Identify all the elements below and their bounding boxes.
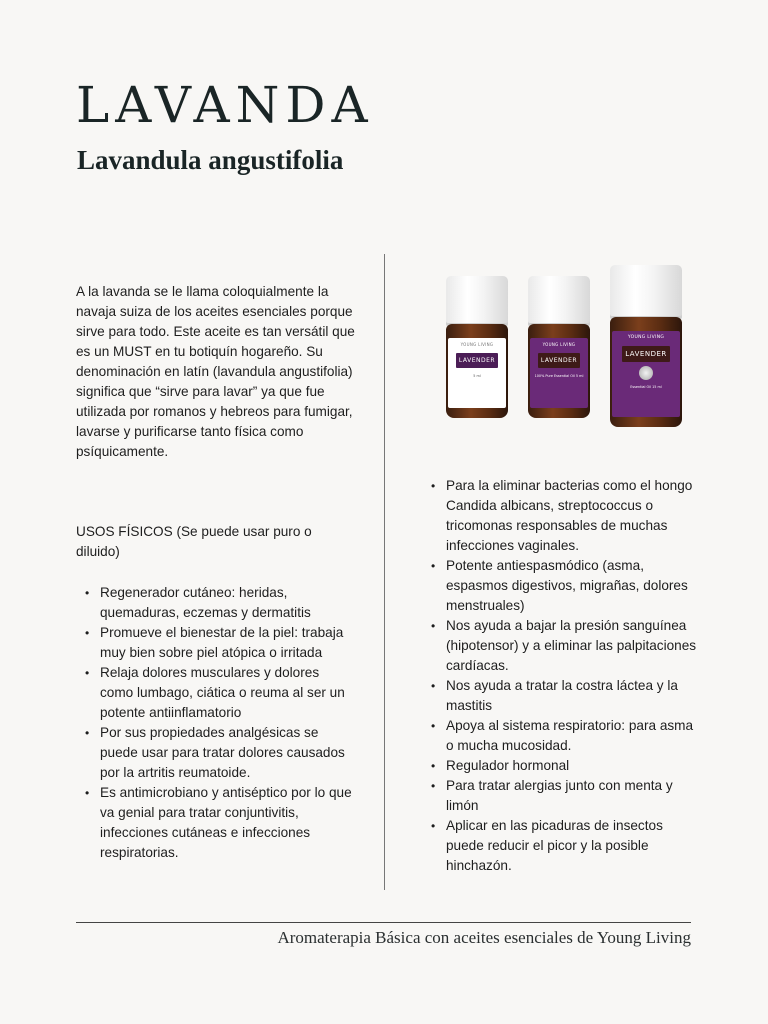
list-item: • Por sus propiedades analgésicas se puede usar para tratar dolores causados por la artritis reumatoide. (76, 723, 356, 783)
list-item: • Apoya al sistema respiratorio: para asma o mucha mucosidad. (422, 716, 698, 756)
column-divider (384, 254, 385, 890)
uses-list-right (422, 476, 698, 876)
bottle-label (612, 331, 680, 417)
bottle-fine-print: Essential Oil 15 ml (630, 385, 662, 389)
list-item: • Es antimicrobiano y antiséptico por lo que va genial para tratar conjuntivitis, infecciones cutáneas e infecciones respiratorias. (76, 783, 356, 863)
usos-heading: USOS FÍSICOS (Se puede usar puro o diluido) (76, 524, 312, 559)
bottle-name: LAVENDER (538, 353, 580, 368)
list-item: • Regenerador cutáneo: heridas, quemaduras, eczemas y dermatitis (76, 583, 356, 623)
list-item: • Para la eliminar bacterias como el hongo Candida albicans, streptococcus o tricomonas responsables de muchas infecciones vaginales. (422, 476, 698, 556)
lavender-bottle-5ml (446, 276, 508, 418)
page-title: LAVANDA (76, 76, 374, 134)
footer-divider (76, 922, 691, 923)
uses-list-left (76, 583, 356, 863)
list-item: • Potente antiespasmódico (asma, espasmos digestivos, migrañas, dolores menstruales) (422, 556, 698, 616)
list-item: • Relaja dolores musculares y dolores como lumbago, ciática o reuma al ser un potente antiinflamatorio (76, 663, 356, 723)
list-item: • Nos ayuda a tratar la costra láctea y la mastitis (422, 676, 698, 716)
list-item: • Aplicar en las picaduras de insectos puede reducir el picor y la posible hinchazón. (422, 816, 698, 876)
bottle-name: LAVENDER (456, 353, 498, 368)
list-item: • Promueve el bienestar de la piel: trabaja muy bien sobre piel atópica o irritada (76, 623, 356, 663)
bottle-name: LAVENDER (622, 346, 670, 362)
list-item: • Regulador hormonal (422, 756, 698, 776)
bottle-seal-icon (639, 366, 653, 380)
bottle-fine-print: 5 ml (473, 374, 481, 378)
list-item: • Nos ayuda a bajar la presión sanguínea (hipotensor) y a eliminar las palpitaciones cardíacas. (422, 616, 698, 676)
bottle-brand: YOUNG LIVING (542, 342, 576, 347)
bottle-label (530, 338, 588, 408)
footer-text: Aromaterapia Básica con aceites esenciales de Young Living (277, 928, 691, 947)
lavender-bottle-15ml (610, 265, 682, 427)
list-item: • Para tratar alergias junto con menta y limón (422, 776, 698, 816)
page-subtitle: Lavandula angustifolia (77, 145, 344, 175)
bottle-fine-print: 100% Pure Essential Oil 5 ml (534, 374, 584, 378)
product-image (440, 262, 690, 432)
bottle-brand: YOUNG LIVING (460, 342, 494, 347)
lavender-bottle-5ml-purple (528, 276, 590, 418)
intro-paragraph: A la lavanda se le llama coloquialmente la navaja suiza de los aceites esenciales porque sirve para todo. Este aceite es tan versátil que es un MUST en tu botiquín hogareño. Su denominación en latín (lavandula angustifolia) significa que “sirve para lavar” ya que fue utilizada por romanos y hebreos para fumigar, lavarse y purificarse tanto física como psíquicamente. (76, 284, 355, 459)
bottle-label (448, 338, 506, 408)
bottle-brand: YOUNG LIVING (627, 335, 665, 340)
